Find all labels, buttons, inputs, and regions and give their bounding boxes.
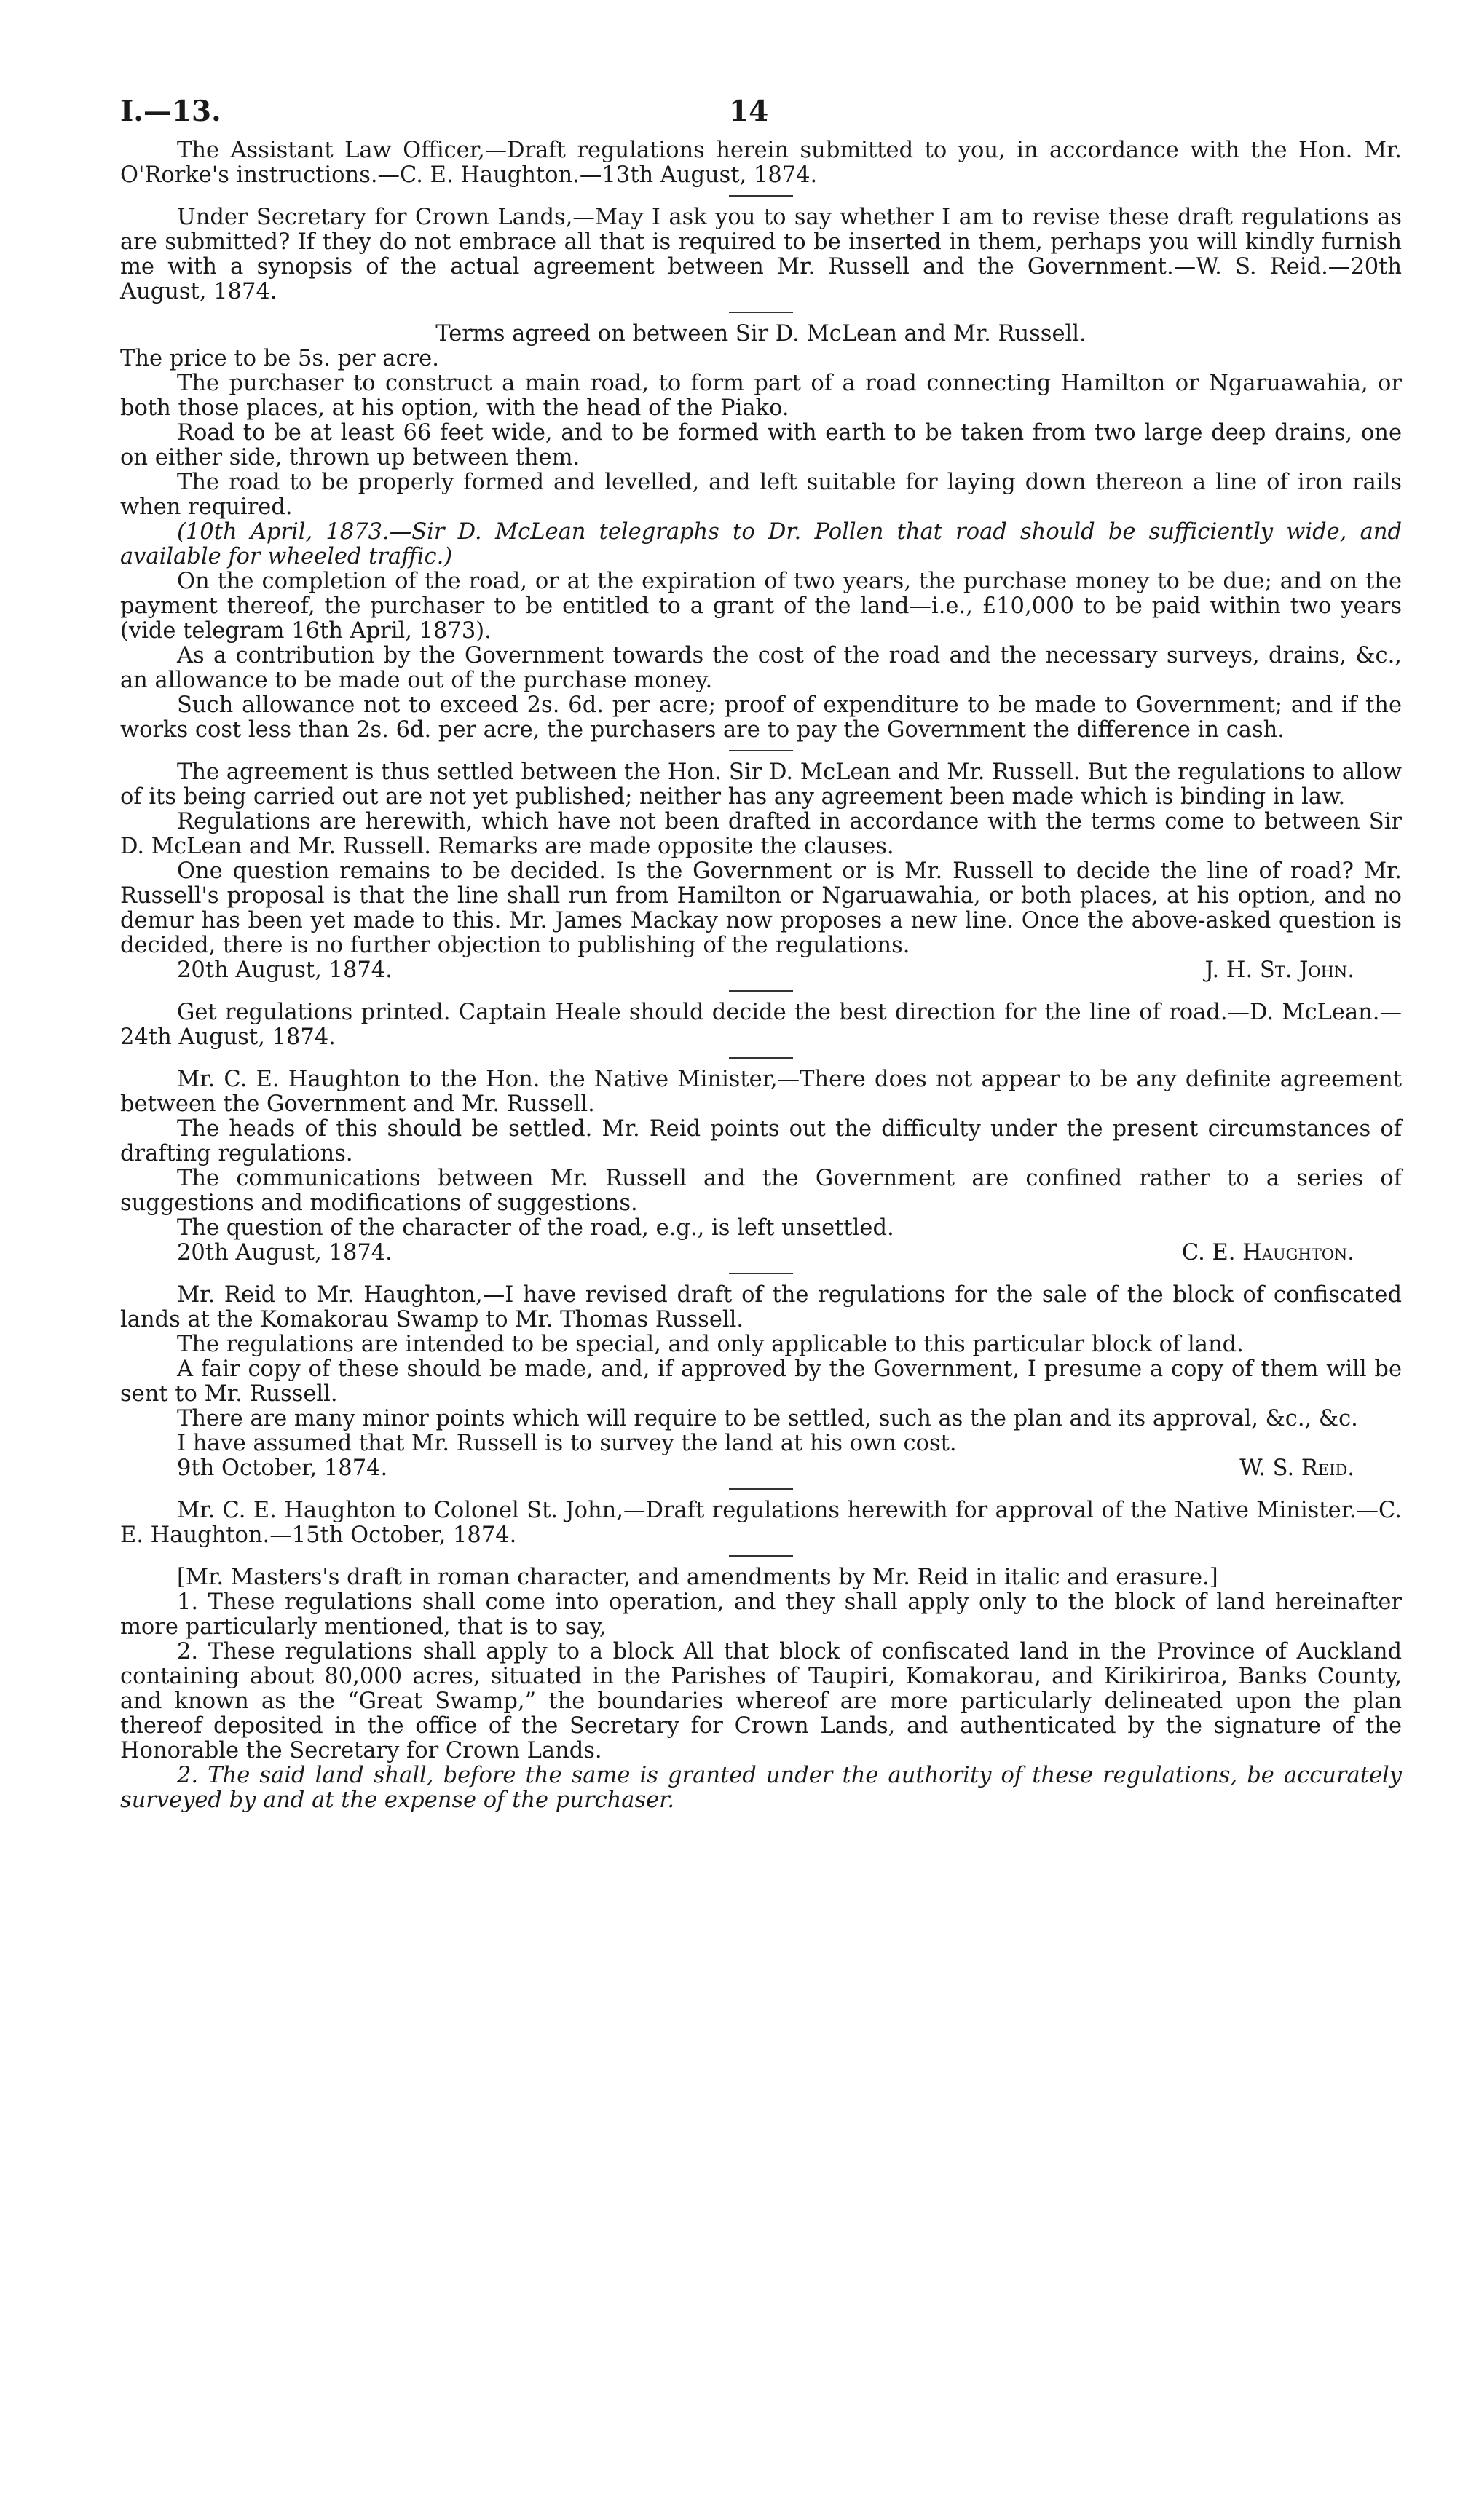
terms-road-width: Road to be at least 66 feet wide, and to be formed with earth to be taken from two large deep drains, one on either side, thrown up between them.: [120, 420, 1402, 470]
signature-date: 20th August, 1874.: [177, 1240, 393, 1265]
haughton-memo-3: The communications between Mr. Russell and the Government are confined rather to a series of suggestions and modifications of suggestions.: [120, 1166, 1402, 1216]
mclean-minute: Get regulations printed. Captain Heale should decide the best direction for the line of road.—D. McLean.—24th August, 1874.: [120, 1000, 1402, 1050]
haughton-to-stjohn: Mr. C. E. Haughton to Colonel St. John,—Draft regulations herewith for approval of the Native Minister.—C. E. Haughton.—15th October, 1874.: [120, 1498, 1402, 1548]
signature-name: C. E. Haughton.: [1181, 1240, 1354, 1265]
signature-line: [120, 1241, 1402, 1265]
stjohn-agreement: The agreement is thus settled between the Hon. Sir D. McLean and Mr. Russell. But the regulations to allow of its being carried out are not yet published; neither has any agreement been made which is binding in law.: [120, 759, 1402, 810]
separator-rule: [729, 750, 793, 751]
stjohn-regulations: Regulations are herewith, which have not been drafted in accordance with the terms come to between Sir D. McLean and Mr. Russell. Remarks are made opposite the clauses.: [120, 809, 1402, 859]
reid-memo-3: A fair copy of these should be made, and, if approved by the Government, I presume a copy of them will be sent to Mr. Russell.: [120, 1356, 1402, 1407]
haughton-memo-4: The question of the character of the road, e.g., is left unsettled.: [177, 1215, 894, 1241]
separator-rule: [729, 1273, 793, 1274]
section-reference: I.—13.: [120, 95, 221, 128]
minute-law-officer: The Assistant Law Officer,—Draft regulations herein submitted to you, in accordance with the Hon. Mr. O'Rorke's instructions.—C. E. Haughton.—13th August, 1874.: [120, 138, 1402, 188]
separator-rule: [729, 312, 793, 313]
reid-memo-5: I have assumed that Mr. Russell is to survey the land at his own cost.: [177, 1431, 957, 1456]
page-header: [120, 95, 1402, 138]
separator-rule: [729, 195, 793, 197]
haughton-memo-1: Mr. C. E. Haughton to the Hon. the Native Minister,—There does not appear to be any definite agreement between the Government and Mr. Russell.: [120, 1067, 1402, 1117]
terms-telegraph-note: (10th April, 1873.—Sir D. McLean telegraphs to Dr. Pollen that road should be sufficiently wide, and available for wheeled traffic.): [120, 519, 1402, 569]
reid-memo-1: Mr. Reid to Mr. Haughton,—I have revised draft of the regulations for the sale of the block of confiscated lands at the Komakorau Swamp to Mr. Thomas Russell.: [120, 1282, 1402, 1332]
document-page: [120, 95, 1402, 1813]
terms-contribution: As a contribution by the Government towards the cost of the road and the necessary surveys, drains, &c., an allowance to be made out of the purchase money.: [120, 643, 1402, 693]
signature-date: 9th October, 1874.: [177, 1455, 388, 1481]
separator-rule: [729, 1057, 793, 1059]
draft-clause-1: 1. These regulations shall come into operation, and they shall apply only to the block of land hereinafter more particularly mentioned, that is to say,: [120, 1589, 1402, 1640]
draft-note: [Mr. Masters's draft in roman character, and amendments by Mr. Reid in italic and erasure.]: [177, 1565, 1218, 1590]
signature-name: J. H. St. John.: [1204, 957, 1354, 983]
terms-heading: Terms agreed on between Sir D. McLean and Mr. Russell.: [435, 321, 1086, 347]
terms-completion: On the completion of the road, or at the expiration of two years, the purchase money to be due; and on the payment thereof, the purchaser to be entitled to a grant of the land—i.e., £10,000 to be paid within two years (vide telegram 16th April, 1873).: [120, 569, 1402, 644]
haughton-memo-2: The heads of this should be settled. Mr. Reid points out the difficulty under the present circumstances of drafting regulations.: [120, 1116, 1402, 1166]
page-number: 14: [729, 95, 769, 128]
signature-line: [120, 958, 1402, 983]
separator-rule: [729, 1555, 793, 1557]
terms-road-formed: The road to be properly formed and levelled, and left suitable for laying down thereon a line of iron rails when required.: [120, 470, 1402, 520]
signature-date: 20th August, 1874.: [177, 957, 393, 983]
draft-clause-3: 2. The said land shall, before the same is granted under the authority of these regulations, be accurately surveyed by and at the expense of the purchaser.: [120, 1763, 1402, 1813]
minute-reid: Under Secretary for Crown Lands,—May I ask you to say whether I am to revise these draft regulations as are submitted? If they do not embrace all that is required to be inserted in them, perhaps you will kindly furnish me with a synopsis of the actual agreement between Mr. Russell and the Government.—W. S. Reid.—20th August, 1874.: [120, 205, 1402, 304]
signature-name: W. S. Reid.: [1239, 1455, 1354, 1481]
terms-road: The purchaser to construct a main road, to form part of a road connecting Hamilton or Ngaruawahia, or both those places, at his option, with the head of the Piako.: [120, 371, 1402, 421]
signature-line: [120, 1456, 1402, 1481]
reid-memo-2: The regulations are intended to be special, and only applicable to this particular block of land.: [177, 1332, 1244, 1357]
reid-memo-4: There are many minor points which will require to be settled, such as the plan and its approval, &c., &c.: [177, 1406, 1358, 1431]
separator-rule: [729, 990, 793, 992]
stjohn-question: One question remains to be decided. Is the Government or is Mr. Russell to decide the line of road? Mr. Russell's proposal is that the line shall run from Hamilton or Ngaruawahia, or both places, at his option, and no demur has been yet made to this. Mr. James Mackay now proposes a new line. Once the above-asked question is decided, there is no further objection to publishing of the regulations.: [120, 858, 1402, 958]
separator-rule: [729, 1488, 793, 1490]
draft-clause-2: 2. These regulations shall apply to a block All that block of confiscated land in the Province of Auckland containing about 80,000 acres, situated in the Parishes of Taupiri, Komakorau, and Kirikiriroa, Banks County, and known as the “Great Swamp,” the boundaries whereof are more particularly delineated upon the plan thereof deposited in the office of the Secretary for Crown Lands, and authenticated by the signature of the Honorable the Secretary for Crown Lands.: [120, 1639, 1402, 1763]
terms-price: The price to be 5s. per acre.: [120, 346, 439, 371]
terms-allowance: Such allowance not to exceed 2s. 6d. per acre; proof of expenditure to be made to Government; and if the works cost less than 2s. 6d. per acre, the purchasers are to pay the Government the difference in cash.: [120, 692, 1402, 743]
